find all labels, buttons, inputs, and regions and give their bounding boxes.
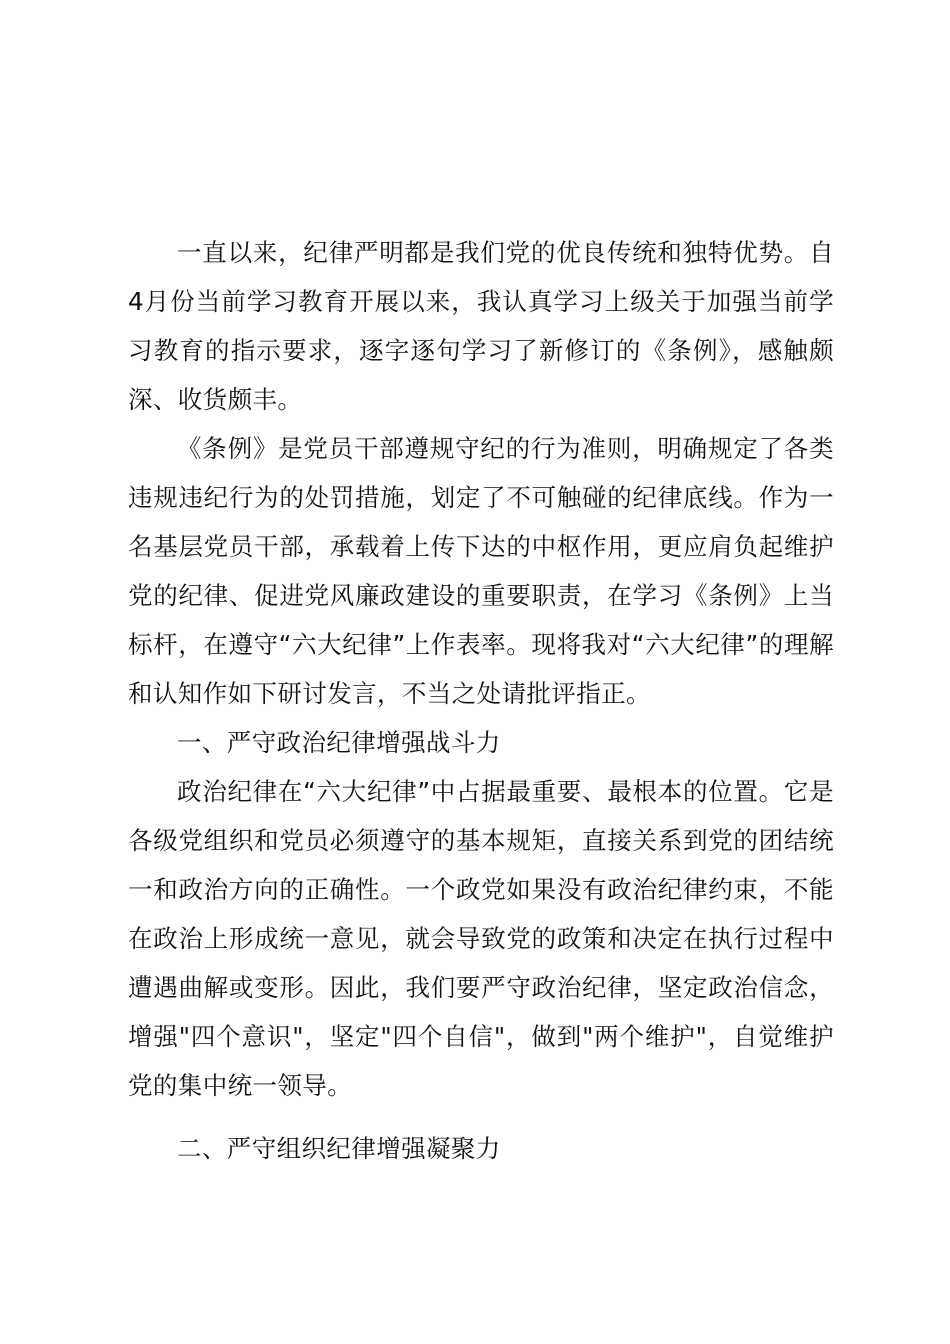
section-heading-organizational: 二、严守组织纪律增强凝聚力 — [177, 1134, 501, 1163]
intro-paragraph: 一直以来，纪律严明都是我们党的优良传统和独特优势。自4月份当前学习教育开展以来，我认真学习上级关于加强当前学习教育的指示要求，逐字逐句学习了新修订的《条例》，感触颇深、收货颇丰。 — [128, 238, 834, 414]
document-body — [128, 228, 834, 1173]
political-discipline-paragraph: 政治纪律在“六大纪律”中占据最重要、最根本的位置。它是各级党组织和党员必须遵守的基本规矩，直接关系到党的团结统一和政治方向的正确性。一个政党如果没有政治纪律约束，不能在政治上形成统一意见，就会导致党的政策和决定在执行过程中遭遇曲解或变形。因此，我们要严守政治纪律，坚定政治信念，增强"四个意识"，坚定"四个自信"，做到"两个维护"，自觉维护党的集中统一领导。 — [128, 777, 834, 1100]
regulations-paragraph: 《条例》是党员干部遵规守纪的行为准则，明确规定了各类违规违纪行为的处罚措施，划定了不可触碰的纪律底线。作为一名基层党员干部，承载着上传下达的中枢作用，更应肩负起维护党的纪律、促进党风廉政建设的重要职责，在学习《条例》上当标杆，在遵守“六大纪律”上作表率。现将我对“六大纪律”的理解和认知作如下研讨发言，不当之处请批评指正。 — [128, 434, 834, 708]
section-spacer — [128, 1110, 834, 1124]
section-heading-political: 一、严守政治纪律增强战斗力 — [177, 728, 501, 757]
